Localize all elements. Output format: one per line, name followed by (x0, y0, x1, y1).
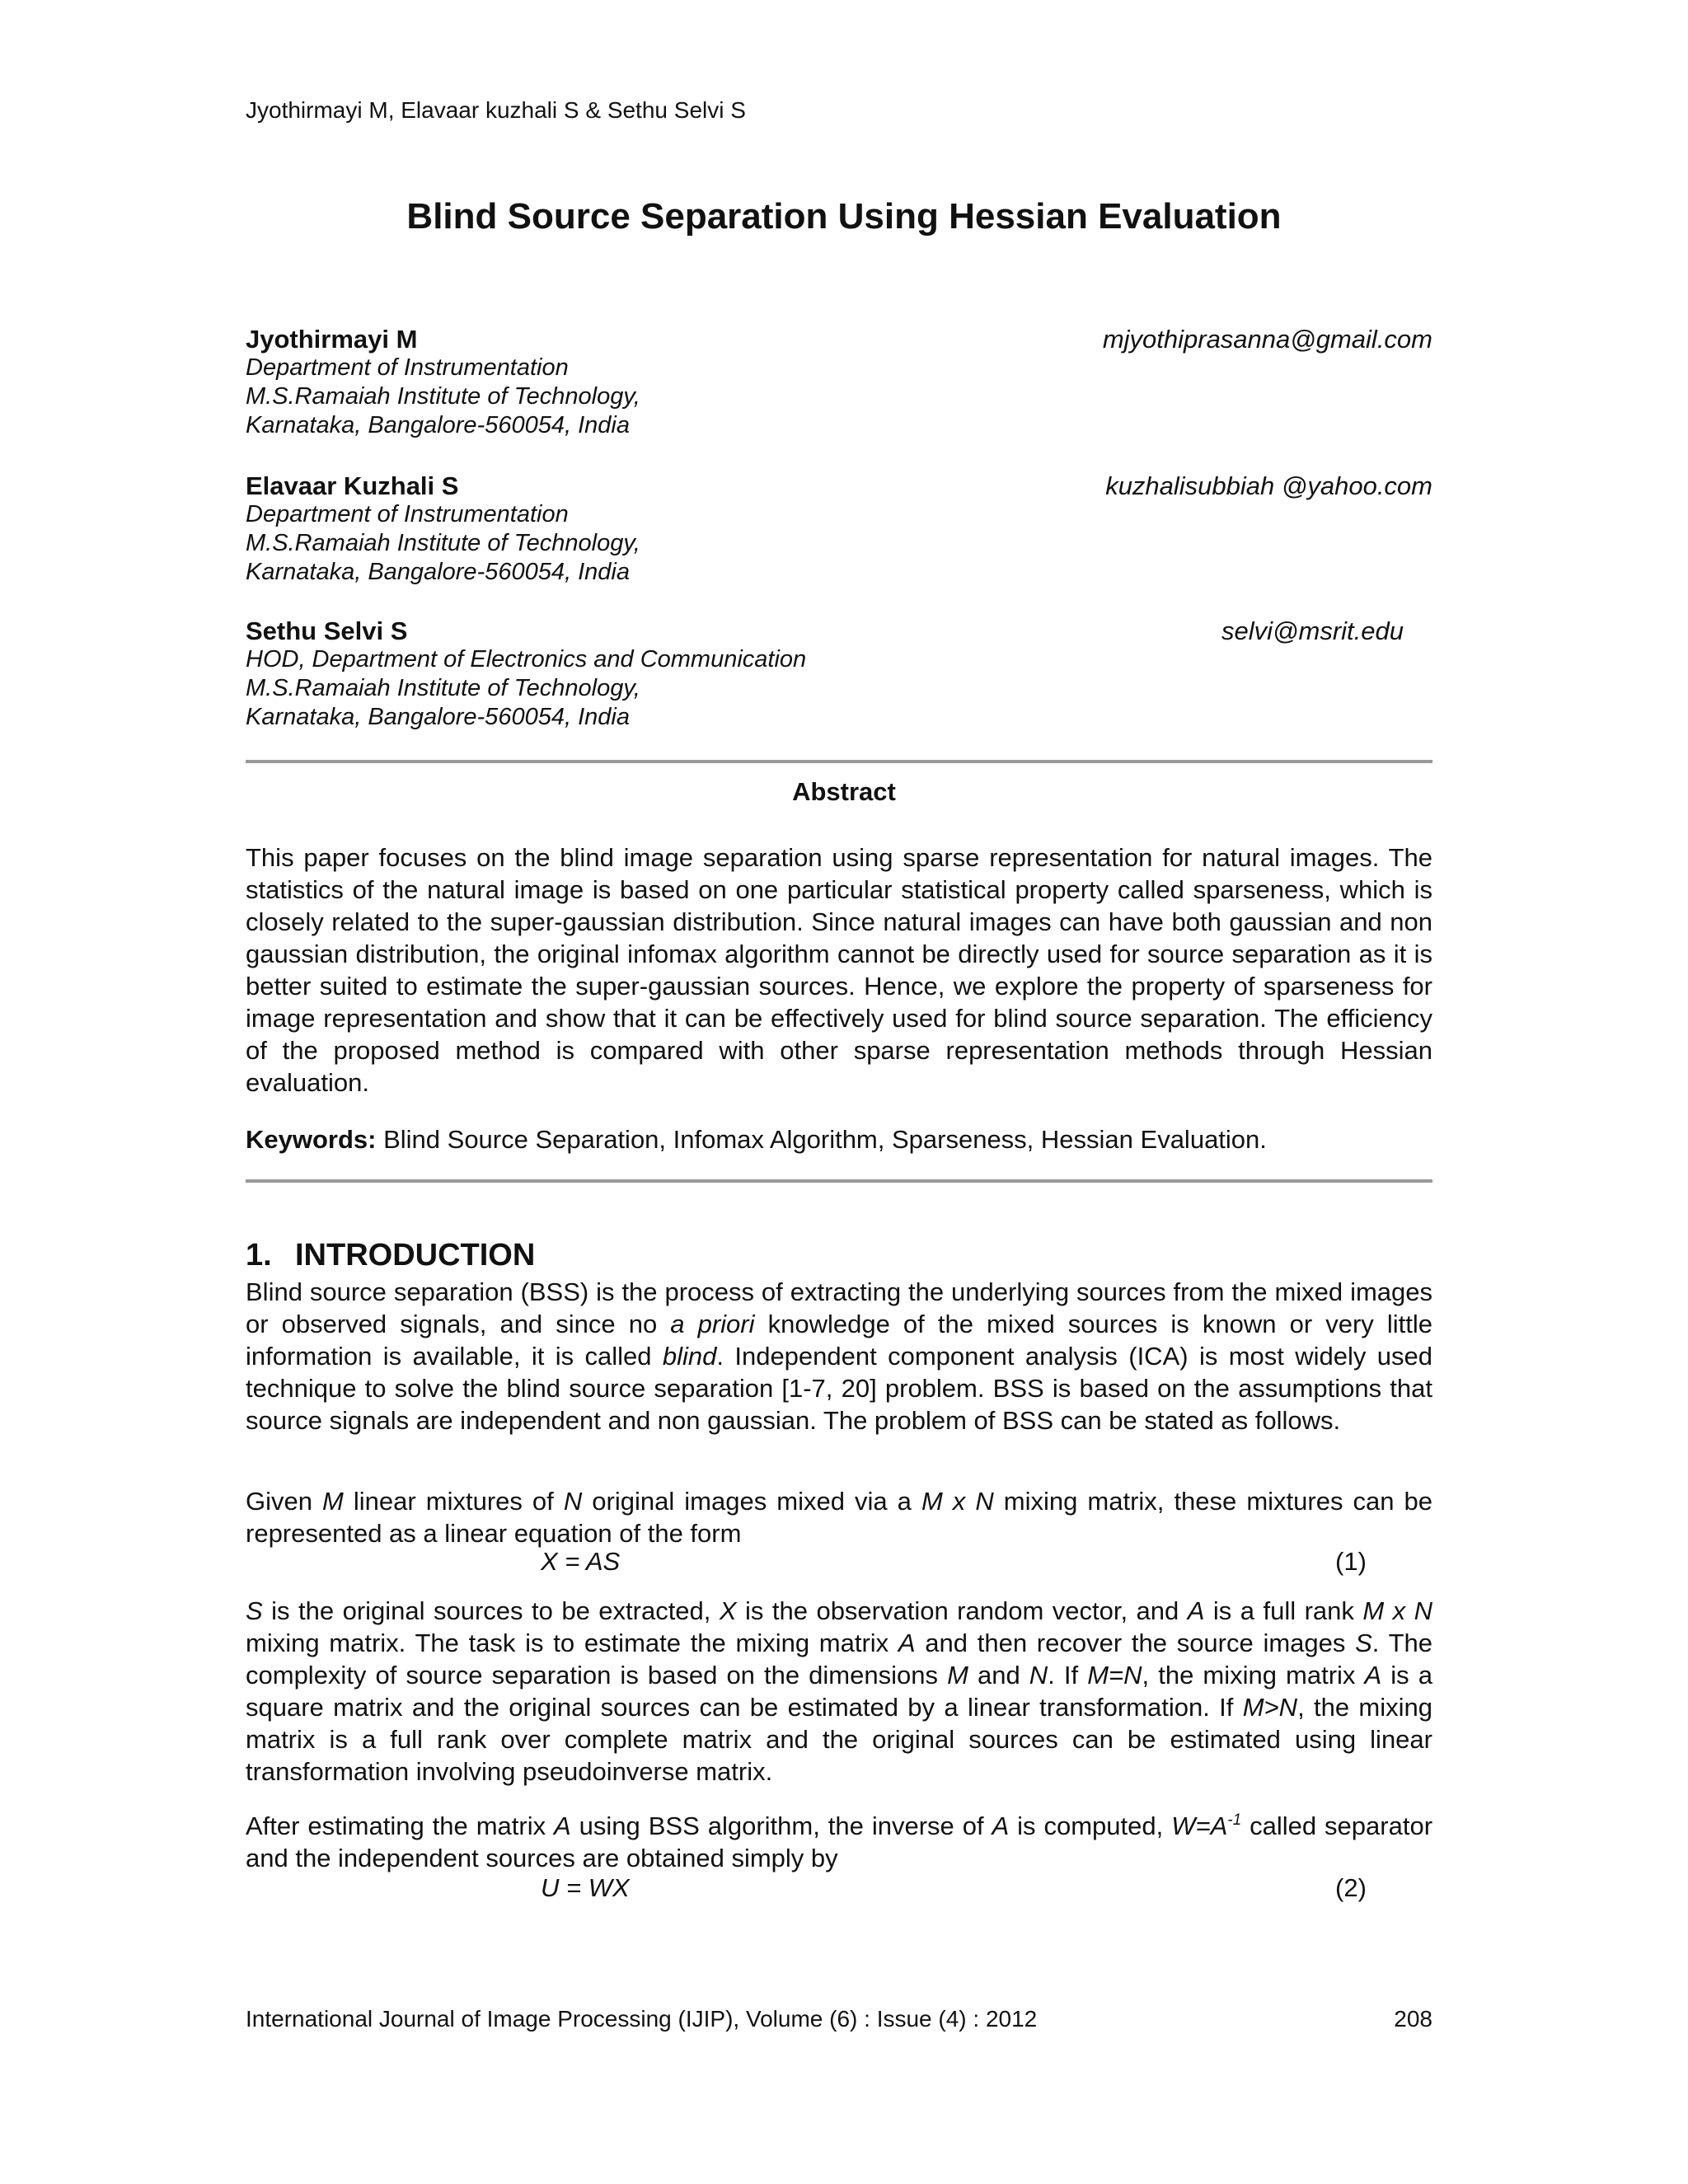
author-block (246, 616, 1432, 732)
author-affiliation: HOD, Department of Electronics and Communication (246, 646, 807, 673)
author-affiliation: Karnataka, Bangalore-560054, India (246, 559, 630, 585)
author-affiliation: Department of Instrumentation (246, 354, 569, 381)
author-affiliation: M.S.Ramaiah Institute of Technology, (246, 675, 640, 701)
running-head: Jyothirmayi M, Elavaar kuzhali S & Sethu Selvi S (246, 97, 746, 123)
author-email: mjyothiprasanna@gmail.com (1102, 325, 1432, 354)
author-affiliation: M.S.Ramaiah Institute of Technology, (246, 383, 640, 410)
divider-rule (246, 760, 1432, 763)
page-number: 208 (1394, 2006, 1432, 2032)
author-affiliation: Karnataka, Bangalore-560054, India (246, 412, 630, 438)
author-email: kuzhalisubbiah @yahoo.com (1105, 471, 1432, 500)
section-title: INTRODUCTION (295, 1238, 536, 1272)
intro-paragraph: Given M linear mixtures of N original images mixed via a M x N mixing matrix, these mixtures can be represented as a linear equation of the form (246, 1487, 1432, 1548)
footer-journal: International Journal of Image Processing (IJIP), Volume (6) : Issue (4) : 2012 (246, 2006, 1038, 2032)
intro-paragraph: S is the original sources to be extracted, X is the observation random vector, and A is a full rank M x N mixing matrix. The task is to estimate the mixing matrix A and then recover the source images S. The complexity of source separation is based on the dimensions M and N. If M=N, the mixing matrix A is a square matrix and the original sources can be estimated by a linear transformation. If M>N, the mixing matrix is a full rank over complete matrix and the original sources can be estimated using linear transformation involving pseudoinverse matrix. (246, 1596, 1433, 1786)
section-heading (246, 1238, 535, 1273)
author-affiliation: Department of Instrumentation (246, 501, 569, 527)
section-number: 1. (246, 1238, 272, 1272)
intro-paragraph: Blind source separation (BSS) is the process of extracting the underlying sources from the mixed images or observed signals, and since no a priori knowledge of the mixed sources is known or very little information is available, it is called blind. Independent component analysis (ICA) is most widely used technique to solve the blind source separation [1-7, 20] problem. BSS is based on the assumptions that source signals are independent and non gaussian. The problem of BSS can be stated as follows. (246, 1277, 1432, 1435)
paper-title: Blind Source Separation Using Hessian Evaluation (406, 196, 1282, 237)
equation: U = WX (541, 1873, 630, 1902)
keywords-text: Blind Source Separation, Infomax Algorithm, Sparseness, Hessian Evaluation. (376, 1125, 1267, 1154)
abstract-heading: Abstract (792, 777, 896, 806)
keywords (246, 1123, 1432, 1155)
author-name: Sethu Selvi S (246, 616, 408, 645)
intro-paragraph: After estimating the matrix A using BSS algorithm, the inverse of A is computed, $W=A^{-1}$ called separator and the independent sources are obtained simply by (246, 1811, 1433, 1872)
author-email: selvi@msrit.edu (1221, 616, 1404, 645)
author-name: Elavaar Kuzhali S (246, 471, 459, 500)
divider-rule (246, 1179, 1432, 1183)
equation: X = AS (541, 1547, 621, 1576)
author-block (246, 471, 1432, 587)
author-name: Jyothirmayi M (246, 325, 418, 354)
author-affiliation: M.S.Ramaiah Institute of Technology, (246, 530, 640, 556)
author-block (246, 325, 1432, 440)
equation-number: (1) (1335, 1547, 1367, 1576)
equation-number: (2) (1335, 1873, 1367, 1902)
keywords-label: Keywords: (246, 1125, 377, 1154)
author-affiliation: Karnataka, Bangalore-560054, India (246, 704, 630, 730)
abstract-text: This paper focuses on the blind image separation using sparse representation for natural images. The statistics of the natural image is based on one particular statistical property called sparseness, which is closely related to the super-gaussian distribution. Since natural images can have both gaussian and non gaussian distribution, the original infomax algorithm cannot be directly used for source separation as it is better suited to estimate the super-gaussian sources. Hence, we explore the property of sparseness for image representation and show that it can be effectively used for blind source separation. The efficiency of the proposed method is compared with other sparse representation methods through Hessian evaluation. (246, 843, 1432, 1097)
